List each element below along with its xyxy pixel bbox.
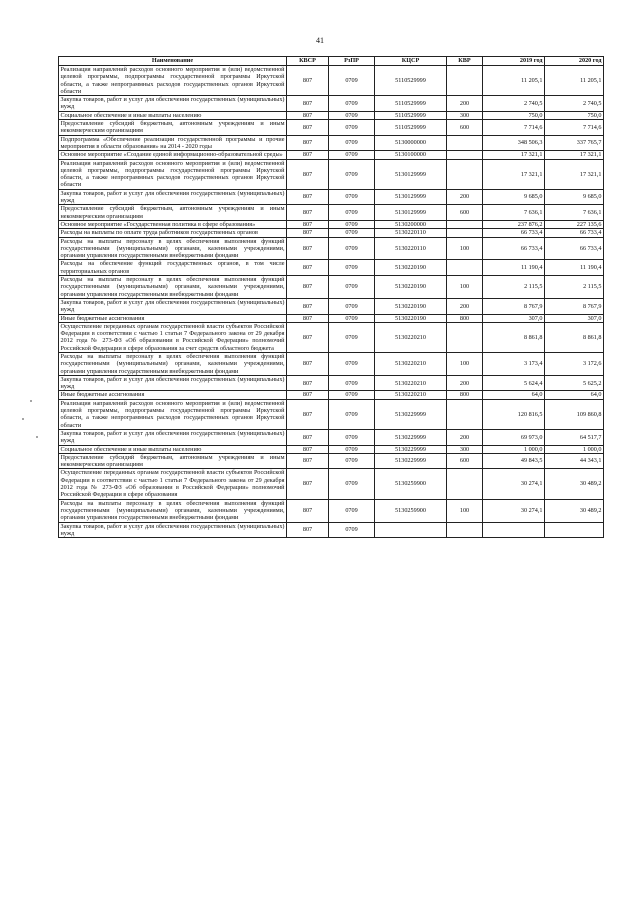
cell-name: Закупка товаров, работ и услуг для обеспечения государственных (муниципальных) нужд xyxy=(60,189,285,205)
cell-2019: 348 506,3 xyxy=(483,135,545,151)
cell-2019: 5 624,4 xyxy=(483,375,545,391)
cell-rzpr: 0709 xyxy=(329,189,375,205)
cell-kcsr: 5110529999 xyxy=(375,96,447,112)
table-row xyxy=(59,375,604,391)
cell-kvsr: 807 xyxy=(287,120,329,136)
cell-kvr: 200 xyxy=(447,375,483,391)
cell-rzpr: 0709 xyxy=(329,151,375,159)
table-row xyxy=(59,151,604,159)
cell-rzpr: 0709 xyxy=(329,375,375,391)
table-row xyxy=(59,522,604,538)
cell-kvsr: 807 xyxy=(287,260,329,276)
table-row xyxy=(59,237,604,260)
table-row xyxy=(59,220,604,228)
cell-kvsr: 807 xyxy=(287,111,329,119)
cell-kvr: 600 xyxy=(447,120,483,136)
cell-kcsr: 5130129999 xyxy=(375,159,447,189)
cell-name: Реализация направлений расходов основного мероприятия и (или) ведомственной целевой программы, подпрограммы государственной программы Иркутской области, а также непрограммных расходов государственных органов Иркутской области xyxy=(60,399,285,429)
cell-2020: 30 489,2 xyxy=(545,499,604,522)
cell-kcsr: 5130200000 xyxy=(375,220,447,228)
cell-2020: 1 000,0 xyxy=(545,445,604,453)
cell-kcsr: 5130220210 xyxy=(375,375,447,391)
table-row xyxy=(59,260,604,276)
cell-2020: 750,0 xyxy=(545,111,604,119)
cell-rzpr: 0709 xyxy=(329,429,375,445)
table-row xyxy=(59,111,604,119)
cell-kvr xyxy=(447,469,483,499)
cell-kvsr: 807 xyxy=(287,314,329,322)
cell-kvsr: 807 xyxy=(287,135,329,151)
cell-2019: 17 321,1 xyxy=(483,159,545,189)
cell-kvsr: 807 xyxy=(287,391,329,399)
cell-kcsr: 5130220110 xyxy=(375,229,447,237)
cell-kvsr: 807 xyxy=(287,429,329,445)
cell-kcsr: 5130220190 xyxy=(375,276,447,299)
budget-table xyxy=(58,56,604,538)
table-row xyxy=(59,205,604,221)
cell-kvr: 200 xyxy=(447,429,483,445)
cell-name: Расходы на обеспечение функций государственных органов, в том числе территориальных органов xyxy=(60,260,285,275)
cell-kcsr: 5130229999 xyxy=(375,399,447,429)
cell-kcsr: 5130220190 xyxy=(375,260,447,276)
table-row xyxy=(59,120,604,136)
cell-name: Реализация направлений расходов основного мероприятия и (или) ведомственной целевой программы, подпрограммы государственной программы Иркутской области, а также непрограммных расходов государственных органов Иркутской области xyxy=(60,66,285,95)
table-row xyxy=(59,66,604,96)
table-row xyxy=(59,429,604,445)
cell-name: Предоставление субсидий бюджетным, автономным учреждениям и иным некоммерческим организациям xyxy=(60,453,285,469)
cell-name: Социальное обеспечение и иные выплаты населению xyxy=(59,111,287,119)
table-row xyxy=(59,322,604,352)
cell-rzpr: 0709 xyxy=(329,314,375,322)
table-row xyxy=(59,189,604,205)
cell-2019: 66 733,4 xyxy=(483,229,545,237)
cell-kvsr: 807 xyxy=(287,322,329,352)
cell-2020: 8 767,9 xyxy=(545,298,604,314)
table-row xyxy=(59,453,604,469)
cell-rzpr: 0709 xyxy=(329,237,375,260)
cell-kvr xyxy=(447,229,483,237)
cell-kvsr: 807 xyxy=(287,96,329,112)
cell-2020: 7 714,6 xyxy=(545,120,604,136)
table-row xyxy=(59,399,604,429)
cell-kvr xyxy=(447,522,483,538)
cell-2019: 17 321,1 xyxy=(483,151,545,159)
cell-name: Социальное обеспечение и иные выплаты населению xyxy=(59,445,287,453)
cell-2019: 237 876,2 xyxy=(483,220,545,228)
cell-kvr: 300 xyxy=(447,111,483,119)
cell-kvsr: 807 xyxy=(287,276,329,299)
cell-2019: 11 190,4 xyxy=(483,260,545,276)
cell-2020: 227 135,6 xyxy=(545,220,604,228)
cell-2020: 66 733,4 xyxy=(545,229,604,237)
cell-kvsr: 807 xyxy=(287,66,329,96)
cell-2020: 337 765,7 xyxy=(545,135,604,151)
table-row xyxy=(59,276,604,299)
cell-name: Предоставление субсидий бюджетным, автономным учреждениям и иным некоммерческим организациям xyxy=(60,205,285,220)
cell-name: Закупка товаров, работ и услуг для обеспечения государственных (муниципальных) нужд xyxy=(60,375,285,391)
cell-2020: 64 517,7 xyxy=(545,429,604,445)
cell-kvr xyxy=(447,66,483,96)
scan-speck xyxy=(22,418,24,420)
cell-kvr xyxy=(447,322,483,352)
cell-rzpr: 0709 xyxy=(329,229,375,237)
table-row xyxy=(59,135,604,151)
cell-2020: 109 860,8 xyxy=(545,399,604,429)
cell-rzpr: 0709 xyxy=(329,276,375,299)
cell-name: Закупка товаров, работ и услуг для обеспечения государственных (муниципальных) нужд xyxy=(60,298,285,314)
cell-rzpr: 0709 xyxy=(329,135,375,151)
cell-name: Закупка товаров, работ и услуг для обеспечения государственных (муниципальных) нужд xyxy=(60,522,285,537)
cell-name: Осуществление переданных органам государственной власти субъектов Российской Федерации в соответствии с частью 1 статьи 7 Федерального закона от 29 декабря 2012 года № 273-ФЗ «Об образовании в Российской Федерации» полномочий Российской Федерации в сфере образования за счет средств областного бюджета xyxy=(60,322,285,352)
table-row xyxy=(59,352,604,375)
cell-2020: 17 321,1 xyxy=(545,151,604,159)
cell-2019: 30 274,1 xyxy=(483,469,545,499)
cell-rzpr: 0709 xyxy=(329,298,375,314)
cell-kcsr: 5130129999 xyxy=(375,205,447,221)
cell-2019: 8 767,9 xyxy=(483,298,545,314)
cell-2019: 11 205,1 xyxy=(483,66,545,96)
cell-rzpr: 0709 xyxy=(329,205,375,221)
cell-kvsr: 807 xyxy=(287,159,329,189)
cell-kvr xyxy=(447,260,483,276)
cell-name: Иные бюджетные ассигнования xyxy=(59,391,287,399)
cell-name: Расходы на выплаты персоналу в целях обеспечения выполнения функций государственными (муниципальными) органами, казенными учреждениями, органами управления государственными внебюджетными фондами xyxy=(60,276,285,298)
cell-name: Основное мероприятие «Государственная политика в сфере образования» xyxy=(59,220,287,228)
cell-kcsr: 5130000000 xyxy=(375,135,447,151)
cell-kcsr: 5130229999 xyxy=(375,429,447,445)
cell-2020: 9 685,0 xyxy=(545,189,604,205)
cell-kvsr: 807 xyxy=(287,522,329,538)
cell-name: Закупка товаров, работ и услуг для обеспечения государственных (муниципальных) нужд xyxy=(60,96,285,111)
cell-kvr: 300 xyxy=(447,445,483,453)
cell-kvr: 100 xyxy=(447,237,483,260)
cell-kvsr: 807 xyxy=(287,229,329,237)
cell-2019: 307,0 xyxy=(483,314,545,322)
cell-2020: 5 625,2 xyxy=(545,375,604,391)
cell-kcsr xyxy=(375,522,447,538)
cell-kvsr: 807 xyxy=(287,399,329,429)
cell-kcsr: 5130220210 xyxy=(375,391,447,399)
cell-kcsr: 5130220210 xyxy=(375,322,447,352)
cell-rzpr: 0709 xyxy=(329,260,375,276)
cell-2020: 7 636,1 xyxy=(545,205,604,221)
cell-2019: 3 173,4 xyxy=(483,352,545,375)
cell-rzpr: 0709 xyxy=(329,120,375,136)
cell-2020: 2 740,5 xyxy=(545,96,604,112)
cell-kvr: 100 xyxy=(447,499,483,522)
cell-2020: 307,0 xyxy=(545,314,604,322)
cell-2019: 7 714,6 xyxy=(483,120,545,136)
cell-kvr: 200 xyxy=(447,298,483,314)
cell-2020: 64,0 xyxy=(545,391,604,399)
cell-name: Расходы на выплаты персоналу в целях обеспечения выполнения функций государственными (муниципальными) органами, казенными учреждениями, органами управления государственными внебюджетными фондами xyxy=(60,499,285,522)
cell-name: Закупка товаров, работ и услуг для обеспечения государственных (муниципальных) нужд xyxy=(60,429,285,445)
table-row xyxy=(59,298,604,314)
cell-rzpr: 0709 xyxy=(329,66,375,96)
cell-2019: 750,0 xyxy=(483,111,545,119)
cell-2019: 2 740,5 xyxy=(483,96,545,112)
cell-kcsr: 5110529999 xyxy=(375,120,447,136)
cell-2020: 30 489,2 xyxy=(545,469,604,499)
cell-2019: 66 733,4 xyxy=(483,237,545,260)
cell-2019: 30 274,1 xyxy=(483,499,545,522)
cell-kvsr: 807 xyxy=(287,352,329,375)
cell-kcsr: 5130259900 xyxy=(375,469,447,499)
cell-kcsr: 5130220190 xyxy=(375,314,447,322)
cell-name: Предоставление субсидий бюджетным, автономным учреждениям и иным некоммерческим организациям xyxy=(60,120,285,135)
cell-2020: 17 321,1 xyxy=(545,159,604,189)
cell-kvsr: 807 xyxy=(287,499,329,522)
cell-rzpr: 0709 xyxy=(329,111,375,119)
cell-2019: 49 843,5 xyxy=(483,453,545,469)
cell-kvsr: 807 xyxy=(287,189,329,205)
cell-kcsr: 5130259900 xyxy=(375,499,447,522)
cell-rzpr: 0709 xyxy=(329,399,375,429)
table-row xyxy=(59,499,604,522)
cell-name: Реализация направлений расходов основного мероприятия и (или) ведомственной целевой программы, подпрограммы государственной программы Иркутской области, а также непрограммных расходов государственных органов Иркутской области xyxy=(60,159,285,189)
table-body xyxy=(59,66,604,538)
cell-name: Основное мероприятие «Создание единой информационно-образовательной среды» xyxy=(59,151,287,159)
cell-rzpr: 0709 xyxy=(329,499,375,522)
cell-kvr: 600 xyxy=(447,453,483,469)
cell-2020 xyxy=(545,522,604,538)
cell-kvsr: 807 xyxy=(287,237,329,260)
cell-2019: 2 115,5 xyxy=(483,276,545,299)
cell-2020: 2 115,5 xyxy=(545,276,604,299)
table-row xyxy=(59,314,604,322)
cell-rzpr: 0709 xyxy=(329,445,375,453)
cell-kcsr: 5110529999 xyxy=(375,111,447,119)
cell-2020: 3 172,6 xyxy=(545,352,604,375)
cell-name: Расходы на выплаты персоналу в целях обеспечения выполнения функций государственными (муниципальными) органами, казенными учреждениями, органами управления государственными внебюджетными фондами xyxy=(60,352,285,375)
cell-2019: 1 000,0 xyxy=(483,445,545,453)
cell-rzpr: 0709 xyxy=(329,322,375,352)
cell-name: Осуществление переданных органам государственной власти субъектов Российской Федерации в соответствии с частью 1 статьи 7 Федерального закона от 29 декабря 2012 года № 273-ФЗ «Об образовании в Российской Федерации» полномочий Российской Федерации в сфере образования xyxy=(60,469,285,499)
table-row xyxy=(59,469,604,499)
cell-kvsr: 807 xyxy=(287,469,329,499)
cell-2019: 7 636,1 xyxy=(483,205,545,221)
cell-kvr: 100 xyxy=(447,352,483,375)
cell-kcsr: 5130220210 xyxy=(375,352,447,375)
cell-2020: 44 343,1 xyxy=(545,453,604,469)
cell-kvsr: 807 xyxy=(287,298,329,314)
cell-kvsr: 807 xyxy=(287,453,329,469)
table-row xyxy=(59,96,604,112)
cell-2019: 8 861,8 xyxy=(483,322,545,352)
header-2019: 2019 год xyxy=(483,57,545,66)
cell-2019: 69 973,0 xyxy=(483,429,545,445)
cell-2020: 11 205,1 xyxy=(545,66,604,96)
cell-kvsr: 807 xyxy=(287,151,329,159)
header-name: Наименование xyxy=(59,57,287,66)
cell-2019: 9 685,0 xyxy=(483,189,545,205)
header-kvsr: КВСР xyxy=(287,57,329,66)
table-header-row xyxy=(59,57,604,66)
header-kvr: КВР xyxy=(447,57,483,66)
cell-kvr: 800 xyxy=(447,314,483,322)
cell-rzpr: 0709 xyxy=(329,453,375,469)
cell-kcsr: 5110529999 xyxy=(375,66,447,96)
scan-speck xyxy=(30,400,32,402)
header-2020: 2020 год xyxy=(545,57,604,66)
table-row xyxy=(59,229,604,237)
page-number: 41 xyxy=(316,36,324,45)
cell-kcsr: 5130129999 xyxy=(375,189,447,205)
cell-kcsr: 5130100000 xyxy=(375,151,447,159)
table-row xyxy=(59,159,604,189)
cell-2020: 66 733,4 xyxy=(545,237,604,260)
cell-2019 xyxy=(483,522,545,538)
cell-kvr xyxy=(447,159,483,189)
cell-2020: 11 190,4 xyxy=(545,260,604,276)
table-row xyxy=(59,391,604,399)
cell-rzpr: 0709 xyxy=(329,96,375,112)
cell-kcsr: 5130220190 xyxy=(375,298,447,314)
cell-kvsr: 807 xyxy=(287,205,329,221)
cell-rzpr: 0709 xyxy=(329,391,375,399)
cell-rzpr: 0709 xyxy=(329,522,375,538)
cell-rzpr: 0709 xyxy=(329,352,375,375)
cell-kvr xyxy=(447,220,483,228)
cell-kcsr: 5130229999 xyxy=(375,445,447,453)
cell-kvr: 100 xyxy=(447,276,483,299)
cell-kvsr: 807 xyxy=(287,375,329,391)
cell-kvsr: 807 xyxy=(287,445,329,453)
cell-name: Иные бюджетные ассигнования xyxy=(59,314,287,322)
scan-speck xyxy=(36,436,38,438)
cell-kvr: 200 xyxy=(447,96,483,112)
cell-rzpr: 0709 xyxy=(329,159,375,189)
cell-kvr xyxy=(447,399,483,429)
cell-kvr: 200 xyxy=(447,189,483,205)
cell-kcsr: 5130229999 xyxy=(375,453,447,469)
header-rzpr: РзПР xyxy=(329,57,375,66)
table-row xyxy=(59,445,604,453)
cell-kvr xyxy=(447,135,483,151)
cell-kcsr: 5130220110 xyxy=(375,237,447,260)
cell-kvr: 600 xyxy=(447,205,483,221)
cell-name: Расходы на выплаты персоналу в целях обеспечения выполнения функций государственными (муниципальными) органами, казенными учреждениями, органами управления государственными внебюджетными фондами xyxy=(60,237,285,260)
cell-kvsr: 807 xyxy=(287,220,329,228)
cell-name: Подпрограмма «Обеспечение реализации государственной программы и прочие мероприятия в области образования» на 2014 - 2020 годы xyxy=(60,135,285,150)
cell-name: Расходы на выплаты по оплате труда работников государственных органов xyxy=(59,229,287,237)
cell-2019: 64,0 xyxy=(483,391,545,399)
cell-kvr xyxy=(447,151,483,159)
cell-2019: 120 816,5 xyxy=(483,399,545,429)
cell-rzpr: 0709 xyxy=(329,220,375,228)
cell-rzpr: 0709 xyxy=(329,469,375,499)
cell-kvr: 800 xyxy=(447,391,483,399)
cell-2020: 8 861,8 xyxy=(545,322,604,352)
header-kcsr: КЦСР xyxy=(375,57,447,66)
